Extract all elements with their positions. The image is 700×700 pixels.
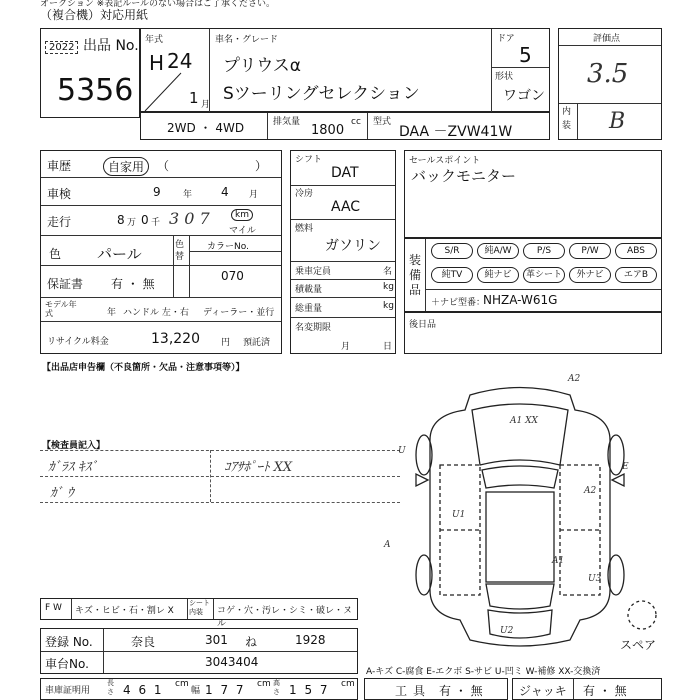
form-header-line2: （複合機）対応用紙 [40, 8, 149, 22]
cert-width-cm: cm [257, 679, 271, 689]
model-year-unit: 年 [107, 308, 117, 318]
car-grade: Sツーリングセレクション [223, 84, 420, 104]
fuel-label: 燃料 [295, 224, 314, 234]
shape-label: 形状 [495, 72, 514, 82]
cert-width: 1 7 7 [205, 683, 246, 697]
mark-left-front: U [398, 446, 406, 456]
equipment-row2-item-1: 純ナビ [477, 267, 519, 283]
score-box [558, 28, 662, 140]
fw-text: キズ・ヒビ・石・割レ X [75, 606, 174, 616]
cert-width-label: 幅 [191, 686, 201, 696]
equipment-row1-item-4: ABS [615, 243, 657, 259]
inspection-month: 4 [221, 185, 229, 199]
year-label: 年式 [145, 35, 164, 45]
declaration-label: 【出品店申告欄（不良箇所・欠品・注意事項等）】 [42, 363, 245, 373]
recycle-unit: 円 [221, 338, 231, 348]
sales-point-box [404, 150, 662, 238]
chassis-value: 3043404 [205, 655, 259, 669]
lot-number: 5356 [57, 73, 134, 108]
mileage-mile: マイル [229, 226, 256, 236]
equipment-row2-item-0: 純TV [431, 267, 473, 283]
equipment-row1-item-2: P/S [523, 243, 565, 259]
year-value: 24 [167, 49, 193, 73]
warranty-options: 有 ・ 無 [111, 277, 155, 291]
seat-text: コゲ・穴・汚レ・シミ・破レ・ヌル [217, 606, 353, 629]
door-label: ドア [497, 34, 515, 44]
recycle-label: リサイクル料金 [47, 337, 109, 347]
name-change-label: 名変期限 [295, 323, 332, 333]
handle-options: ハンドル 左・右 [123, 308, 189, 318]
garage-cert-row [40, 678, 358, 700]
model-year-label: モデル年式 [45, 300, 77, 318]
mark-left-door: U1 [452, 510, 466, 520]
score-label: 評価点 [593, 34, 621, 44]
capacity-0-unit: 名 [383, 267, 393, 277]
info-grid [40, 150, 282, 354]
lot-label: 出品 No. [83, 38, 139, 54]
model-value: DAA －ZVW41W [399, 124, 513, 140]
inspector-note-2: ｶﾞ ｳ [50, 486, 74, 501]
mileage-km: km [231, 209, 253, 221]
jack-box [512, 678, 662, 700]
damage-legend: A-キズ C-腐食 E-エクボ S-サビ U-凹ミ W-補修 XX-交換済 [366, 667, 601, 677]
name-label: 車名・グレード [215, 35, 279, 45]
form-header-line1: オークション ※表記ルールのない場合はご了承ください。 [40, 0, 276, 9]
model-label: 型式 [373, 117, 392, 127]
drive-type: 2WD ・ 4WD [167, 121, 245, 135]
ac-label: 冷房 [295, 189, 314, 199]
warranty-label: 保証書 [47, 277, 84, 291]
color-code: 070 [221, 269, 244, 283]
inspection-year-unit: 年 [183, 190, 193, 200]
cert-height-cm: cm [341, 679, 355, 689]
shift-label: シフト [295, 155, 323, 165]
recycle-value: 13,220 [151, 331, 200, 347]
score-value: 3.5 [587, 59, 629, 89]
door-value: 5 [519, 43, 532, 67]
mark-right-front: E [622, 462, 629, 472]
spare-label: スペア [620, 638, 657, 652]
tools-options: 有 ・ 無 [439, 684, 483, 698]
registration-class: 301 [205, 633, 228, 647]
mid-column [290, 150, 396, 354]
registration-label: 登録 No. [45, 635, 93, 649]
shift-value: DAT [331, 165, 359, 181]
cert-height-label: 高さ [273, 679, 280, 696]
history-value: 自家用 [103, 157, 149, 176]
mark-rear: U2 [500, 626, 514, 636]
after-fit-label: 後日品 [409, 320, 437, 330]
mark-right-door: A2 [584, 486, 597, 496]
spec-row [140, 112, 550, 140]
recycle-status: 預託済 [243, 338, 271, 348]
inspection-label: 車検 [47, 187, 72, 201]
fw-seat-row [40, 598, 358, 629]
after-fit-box [404, 312, 662, 354]
registration-kana: ね [245, 635, 258, 649]
navi-model: NHZA-W61G [483, 293, 558, 307]
history-paren: （ [157, 159, 170, 173]
mark-hood: A1 XX [510, 416, 538, 426]
capacity-0-label: 乗車定員 [295, 267, 332, 277]
mark-left-rear: A [384, 540, 391, 550]
fw-label: F W [45, 603, 62, 613]
shape-value: ワゴン [503, 88, 545, 104]
interior-label: 内装 [562, 107, 572, 131]
inspection-year: 9 [153, 185, 161, 199]
equipment-row1-item-0: S/R [431, 243, 473, 259]
month-value: 1 [189, 89, 199, 107]
inspector-label: 【検査員記入】 [42, 441, 106, 451]
color-value: パール [97, 245, 142, 263]
equipment-label: 装備品 [409, 253, 422, 297]
color-code-label: カラーNo. [207, 242, 249, 252]
cert-length-cm: cm [175, 679, 189, 689]
equipment-row2-item-4: エアB [615, 267, 657, 283]
equipment-row1-item-1: 純A/W [477, 243, 519, 259]
registration-area: 奈良 [131, 635, 156, 649]
registration-number: 1928 [295, 633, 326, 647]
displacement-value: 1800 [311, 123, 345, 138]
mark-rear-right: A1 [552, 556, 565, 566]
capacity-1-label: 積載量 [295, 285, 323, 295]
mileage-sen: 0 [141, 213, 149, 227]
mileage-handwritten: 3 0 7 [169, 209, 210, 228]
mileage-man-unit: 万 [127, 218, 137, 228]
year-slash [141, 69, 209, 113]
mark-right-rear: U3 [588, 574, 602, 584]
registration-box [40, 628, 358, 674]
capacity-2-label: 総重量 [295, 304, 323, 314]
sales-point-label: セールスポイント [409, 156, 481, 166]
navi-label: ＋ナビ型番： [431, 298, 486, 308]
seat-label: シート内装 [189, 599, 210, 616]
mileage-man: 8 [117, 213, 125, 227]
equipment-row1-item-3: P/W [569, 243, 611, 259]
capacity-1-unit: kg [383, 282, 394, 292]
lot-box [40, 28, 140, 118]
lot-year-badge: 2022 [45, 41, 78, 54]
cert-length: 4 6 1 [123, 683, 164, 697]
inspection-month-unit: 月 [249, 190, 259, 200]
inspector-note-1: ｶﾞﾗｽ ｷｽﾞ [48, 460, 98, 475]
month-unit: 月 [201, 100, 211, 110]
mileage-label: 走行 [47, 215, 72, 229]
color-change-label: 色替 [175, 240, 185, 262]
jack-options: 有 ・ 無 [583, 684, 627, 698]
mark-front: A2 [568, 374, 581, 384]
cert-height: 1 5 7 [289, 683, 330, 697]
inspector-note-3: ｺｱｻﾎﾟｰﾄ XX [224, 460, 293, 475]
sales-point-value: バックモニター [411, 167, 517, 185]
car-name: プリウスα [223, 56, 302, 76]
name-change-month: 月 [341, 342, 351, 352]
year-era: H [149, 51, 165, 75]
mileage-sen-unit: 千 [151, 218, 161, 228]
color-label: 色 [49, 247, 62, 261]
tools-box [364, 678, 508, 700]
name-change-day: 日 [383, 342, 393, 352]
displacement-label: 排気量 [273, 117, 301, 127]
capacity-2-unit: kg [383, 301, 394, 311]
interior-value: B [609, 109, 626, 134]
ac-value: AAC [331, 199, 361, 215]
jack-label: ジャッキ [519, 684, 567, 698]
history-label: 車歴 [47, 159, 72, 173]
vehicle-block [140, 28, 550, 112]
equipment-row2-item-3: 外ナビ [569, 267, 611, 283]
history-paren-close: ） [255, 159, 268, 173]
fuel-value: ガソリン [325, 238, 381, 254]
cert-length-label: 長さ [107, 679, 114, 696]
equipment-box [404, 238, 662, 312]
cc-unit: cc [351, 117, 361, 127]
equipment-row2-item-2: 革シート [523, 267, 565, 283]
tools-label: 工具 [395, 684, 432, 698]
dealer-options: ディーラー・並行 [203, 308, 275, 318]
chassis-label: 車台No. [45, 657, 89, 671]
cert-label: 車庫証明用 [45, 686, 91, 696]
